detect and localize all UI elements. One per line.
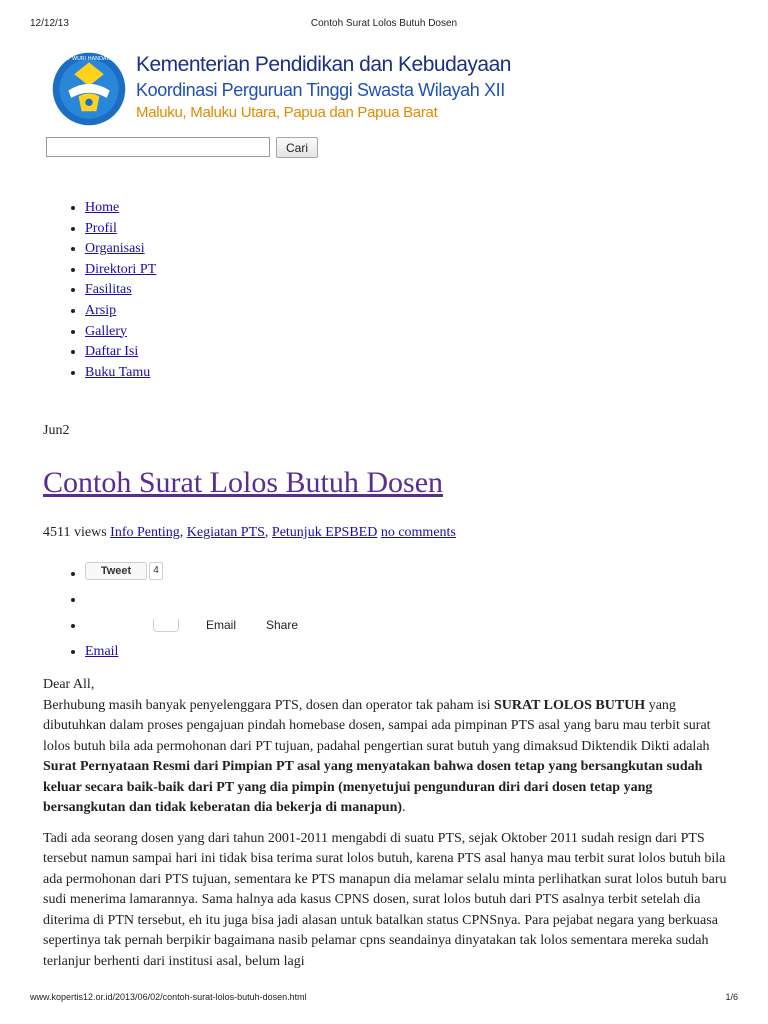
nav-item-direktori xyxy=(85,260,156,281)
search-input[interactable] xyxy=(46,137,270,157)
nav-item-daftar-isi xyxy=(85,342,156,363)
paragraph-2: Tadi ada seorang dosen yang dari tahun 2001-2011 mengabdi di suatu PTS, sejak Oktober 2011 sudah resign dari PTS tersebut namun sampai hari ini tidak bisa terima surat lolos butuh, karena PTS asal hanya mau terbit surat lolos butuh bila ada permohonan dari PTS tujuan, sementara ke PTS manapun dia melamar selalu minta perlihatkan surat lolos butuh baru sudi menerima lamarannya. Sama halnya ada kasus CPNS dosen, surat lolos butuh dari PTS asalnya terbit setelah dia diterima di PTN tersebut, eh itu juga bisa jadi alasan untuk batalkan status CPNSnya. Para pejabat negara yang berkuasa sepertinya tak pernah berpikir bagaimana nasib pelamar cpns seandainya dinyatakan tak lolos sementara mereka sudah terlanjur berhenti dari institusi asal, belum lagi xyxy=(43,830,727,969)
kopertis-name: Koordinasi Perguruan Tinggi Swasta Wilayah XII xyxy=(136,80,505,100)
tut-wuri-handayani-logo xyxy=(52,52,126,126)
category-info-penting[interactable]: Info Penting xyxy=(110,525,180,540)
nav-item-fasilitas xyxy=(85,280,156,301)
nav-link-gallery[interactable]: Gallery xyxy=(85,323,127,339)
nav-link-buku-tamu[interactable]: Buku Tamu xyxy=(85,364,151,380)
logo-text: TUT WURI HANDAYANI xyxy=(60,56,118,63)
comments-link[interactable]: no comments xyxy=(380,525,456,540)
print-date: 12/12/13 xyxy=(30,18,69,29)
nav-item-arsip xyxy=(85,301,156,322)
share-item-buttons xyxy=(85,615,299,636)
tweet-button[interactable]: • Tweet xyxy=(85,562,147,580)
region-name: Maluku, Maluku Utara, Papua dan Papua Barat xyxy=(136,104,438,121)
view-count: 4511 views xyxy=(43,525,107,540)
nav-link-organisasi[interactable]: Organisasi xyxy=(85,241,145,257)
print-footer xyxy=(30,992,738,1006)
share-button[interactable]: Share xyxy=(266,618,299,632)
nav-item-buku-tamu xyxy=(85,363,156,384)
share-item-email xyxy=(85,641,118,662)
page-number: 1/6 xyxy=(725,992,738,1002)
share-item-empty xyxy=(85,589,118,610)
nav-link-home[interactable]: Home xyxy=(85,200,120,215)
nav-link-direktori[interactable]: Direktori PT xyxy=(85,261,157,277)
nav-link-daftar-isi[interactable]: Daftar Isi xyxy=(85,344,139,360)
share-list xyxy=(43,563,299,667)
post-date: Jun2 xyxy=(43,423,70,438)
greeting: Dear All, xyxy=(43,677,95,692)
nav-item-organisasi xyxy=(85,239,156,260)
email-share-button[interactable]: • Email xyxy=(206,618,237,632)
tweet-count: 4 xyxy=(149,562,163,580)
site-banner[interactable] xyxy=(52,48,532,130)
post-title xyxy=(43,466,443,500)
main-nav xyxy=(43,198,156,383)
share-item-tweet xyxy=(85,563,159,584)
category-petunjuk-epsbed[interactable]: Petunjuk EPSBED xyxy=(271,525,378,540)
nav-item-gallery xyxy=(85,322,156,343)
nav-item-profil xyxy=(85,219,156,240)
nav-link-arsip[interactable]: Arsip xyxy=(85,302,117,318)
nav-link-profil[interactable]: Profil xyxy=(85,220,117,236)
ministry-name: Kementerian Pendidikan dan Kebudayaan xyxy=(136,53,511,76)
bold-definition: Surat Pernyataan Resmi dari Pimpian PT asal yang menyatakan bahwa dosen tetap yang bersangkutan sudah keluar secara baik-baik dari PT yang dia pimpin (menyetujui pengunduran diri dari dosen tetap yang bersangkutan dan tidak keberatan dia bekerja di manapun) xyxy=(43,759,703,815)
search-button[interactable]: Cari xyxy=(276,137,318,158)
plusone-button[interactable] xyxy=(153,619,179,632)
footer-url: www.kopertis12.or.id/2013/06/02/contoh-surat-lolos-butuh-dosen.html xyxy=(30,992,307,1002)
category-kegiatan-pts[interactable]: Kegiatan PTS xyxy=(186,525,265,540)
post-title-link[interactable]: Contoh Surat Lolos Butuh Dosen xyxy=(43,466,444,499)
email-link[interactable]: Email xyxy=(85,644,119,659)
print-header xyxy=(30,18,738,32)
nav-item-home xyxy=(85,198,156,219)
post-body xyxy=(43,675,733,972)
paragraph-1: Berhubung masih banyak penyelenggara PTS, dosen dan operator tak paham isi SURAT LOLOS BUTUH yang dibutuhkan dalam proses pengajuan pindah homebase dosen, sampai ada pimpinan PTS asal yang baru mau terbit surat lolos butuh bila ada permohonan dari PT tujuan, padahal pengertian surat butuh yang dimaksud Diktendik Dikti adalah Surat Pernyataan Resmi dari Pimpian PT asal yang menyatakan bahwa dosen tetap yang bersangkutan sudah keluar secara baik-baik dari PT yang dia pimpin (menyetujui pengunduran diri dari dosen tetap yang bersangkutan dan tidak keberatan dia bekerja di manapun). xyxy=(43,697,711,815)
print-title: Contoh Surat Lolos Butuh Dosen xyxy=(310,18,458,29)
nav-link-fasilitas[interactable]: Fasilitas xyxy=(85,282,132,298)
post-meta: 4511 views Info Penting, Kegiatan PTS, Petunjuk EPSBED no comments xyxy=(43,525,456,540)
bold-surat-lolos-butuh: SURAT LOLOS BUTUH xyxy=(494,697,646,713)
